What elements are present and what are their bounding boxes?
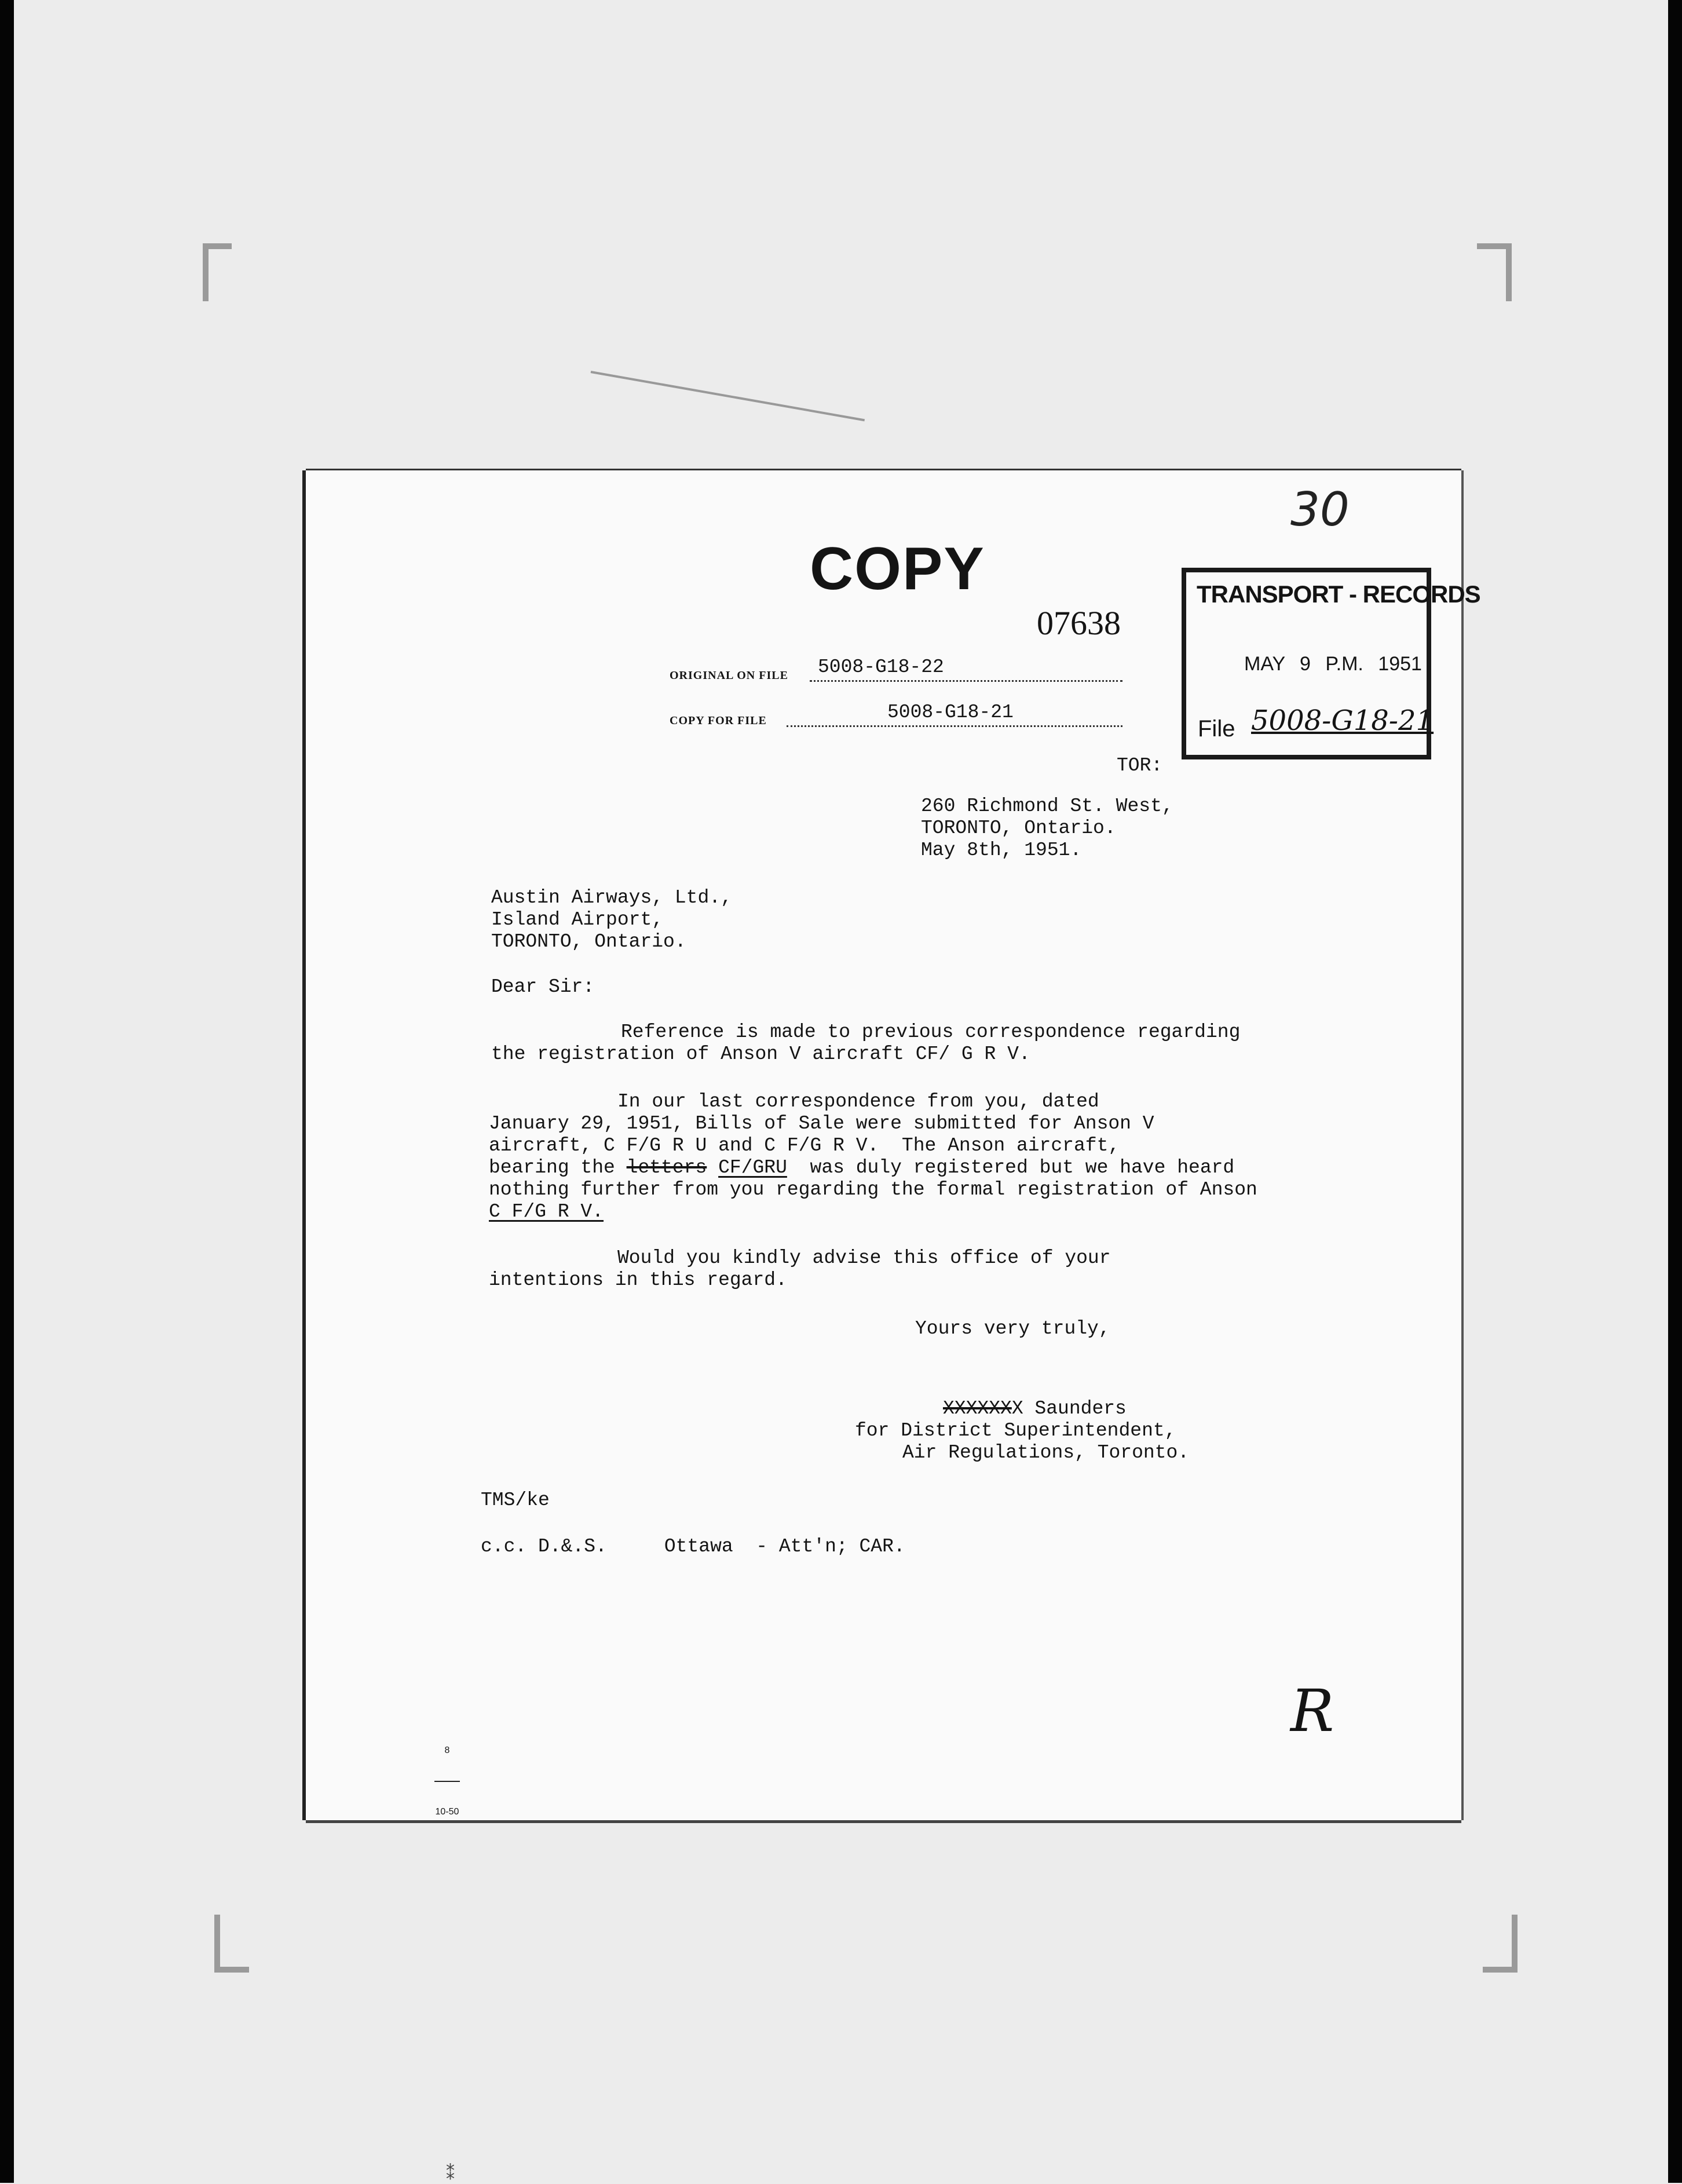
copy-for-file-line xyxy=(787,725,1122,727)
letter-date: May 8th, 1951. xyxy=(921,839,1082,861)
recipient-line-3: TORONTO, Ontario. xyxy=(491,931,686,952)
copy-heading: COPY xyxy=(810,535,985,602)
tor-label: TOR: xyxy=(1117,755,1163,776)
registration-cf-grv: C F/G R V. xyxy=(489,1201,604,1222)
form-number: 07638 xyxy=(1037,604,1121,642)
film-frame-left xyxy=(0,0,14,2183)
sender-address-line-1: 260 Richmond St. West, xyxy=(921,795,1173,817)
sender-address-line-2: TORONTO, Ontario. xyxy=(921,817,1116,839)
form-code-bottom: 10-50 xyxy=(435,1807,459,1817)
letter-page xyxy=(306,470,1480,1820)
transport-records-stamp xyxy=(1182,568,1480,759)
paragraph-2-line-4-gap xyxy=(707,1157,718,1178)
paragraph-2-line-2: January 29, 1951, Bills of Sale were submitted for Anson V xyxy=(489,1113,1154,1134)
salutation: Dear Sir: xyxy=(491,976,595,998)
recipient-line-1: Austin Airways, Ltd., xyxy=(491,887,732,908)
copy-for-file-label: COPY FOR FILE xyxy=(670,714,767,727)
recipient-line-2: Island Airport, xyxy=(491,909,664,930)
stamp-date: MAY 9 P.M. 1951 xyxy=(1244,653,1422,675)
film-dust-mark: ⁑ xyxy=(446,2164,455,2184)
stamp-file-value: 5008-G18-21 xyxy=(1251,704,1434,737)
paragraph-2-line-4-end: was duly registered but we have heard xyxy=(787,1157,1235,1178)
paragraph-2-line-3: aircraft, C F/G R U and C F/G R V. The Anson aircraft, xyxy=(489,1135,1120,1156)
original-on-file-label: ORIGINAL ON FILE xyxy=(670,669,788,682)
stamp-file-label: File xyxy=(1198,716,1235,742)
carbon-copy-line: c.c. D.&.S. Ottawa - Att'n; CAR. xyxy=(481,1536,905,1557)
signature-name: X Saunders xyxy=(1011,1398,1127,1419)
signature-title-line-2: Air Regulations, Toronto. xyxy=(902,1442,1190,1463)
paragraph-1-line-1: Reference is made to previous correspondence regarding xyxy=(621,1021,1241,1043)
handwritten-initial: R xyxy=(1290,1677,1334,1745)
crop-mark-bottom-right xyxy=(1483,1915,1518,1973)
form-code xyxy=(434,1722,460,1841)
struck-word: letters xyxy=(626,1157,707,1178)
registration-cf-gru: CF/GRU xyxy=(718,1157,787,1178)
signature-line xyxy=(943,1397,1127,1420)
copy-for-file-value: 5008-G18-21 xyxy=(887,702,1014,723)
crop-mark-top-left xyxy=(203,243,232,301)
film-frame-right xyxy=(1668,0,1682,2183)
page-number: 30 xyxy=(1290,483,1350,536)
struck-signature: XXXXXX xyxy=(943,1398,1012,1419)
stamp-title: TRANSPORT - RECORDS xyxy=(1197,580,1480,608)
crop-mark-top-right xyxy=(1477,243,1512,301)
signature-title-line-1: for District Superintendent, xyxy=(855,1420,1176,1441)
form-code-top: 8 xyxy=(444,1745,450,1755)
paragraph-2-line-1: In our last correspondence from you, dated xyxy=(617,1091,1099,1112)
paragraph-3-line-1: Would you kindly advise this office of your xyxy=(617,1247,1111,1269)
form-code-rule xyxy=(434,1781,460,1782)
closing: Yours very truly, xyxy=(915,1318,1110,1339)
crop-mark-bottom-left xyxy=(214,1915,249,1973)
original-on-file-value: 5008-G18-22 xyxy=(818,656,944,678)
reference-initials: TMS/ke xyxy=(481,1489,550,1511)
paragraph-2-line-4-start: bearing the xyxy=(489,1157,627,1178)
paragraph-3-line-2: intentions in this regard. xyxy=(489,1269,787,1291)
paragraph-2-line-4 xyxy=(489,1156,1234,1179)
paragraph-1-line-2: the registration of Anson V aircraft CF/ G R V. xyxy=(491,1043,1030,1065)
paragraph-2-line-5: nothing further from you regarding the formal registration of Anson xyxy=(489,1179,1257,1200)
film-scratch xyxy=(591,371,865,421)
original-on-file-line xyxy=(810,680,1122,682)
